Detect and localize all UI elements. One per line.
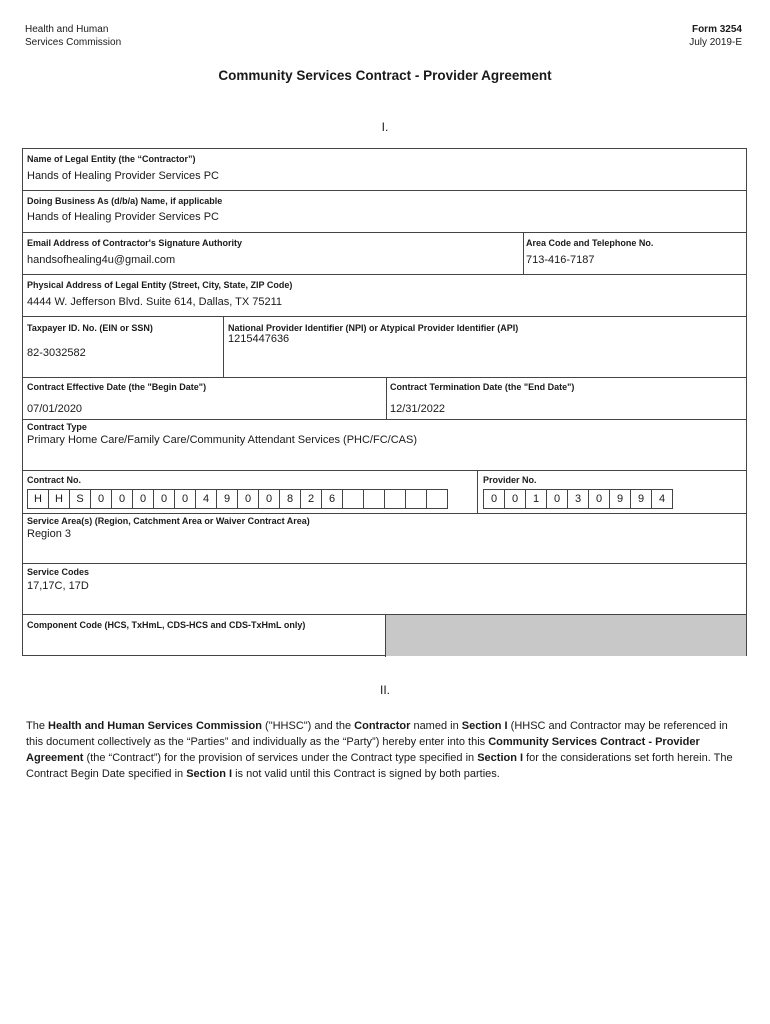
service-area-field[interactable]: Region 3 [27, 528, 72, 540]
begin-date-field[interactable]: 07/01/2020 [27, 403, 83, 415]
row-divider [23, 470, 746, 471]
contract-digit-cell[interactable]: 0 [153, 489, 175, 509]
agreement-text: The [26, 720, 49, 732]
service-area-label: Service Area(s) (Region, Catchment Area or Waiver Contract Area) [27, 516, 310, 526]
contract-digit-cell[interactable]: 0 [111, 489, 133, 509]
contract-number-field[interactable] [27, 489, 448, 509]
contract-digit-cell[interactable]: 0 [132, 489, 154, 509]
column-divider [523, 232, 524, 274]
legal-entity-label: Name of Legal Entity (the “Contractor”) [27, 154, 196, 164]
agency-line-1: Health and Human [25, 24, 109, 35]
address-label: Physical Address of Legal Entity (Street, City, State, ZIP Code) [27, 280, 293, 290]
document-title: Community Services Contract - Provider Agreement [218, 68, 552, 83]
row-divider [23, 563, 746, 564]
begin-date-label: Contract Effective Date (the "Begin Date") [27, 382, 207, 392]
column-divider [386, 377, 387, 419]
column-divider [477, 470, 478, 513]
section-1-heading: I. [381, 120, 389, 134]
contract-digit-cell[interactable] [405, 489, 427, 509]
contract-digit-cell[interactable]: 0 [237, 489, 259, 509]
agreement-text: ("HHSC") and the [261, 720, 355, 732]
contract-digit-cell[interactable]: S [69, 489, 91, 509]
form-date: July 2019-E [689, 37, 742, 48]
component-code-shaded-field [386, 615, 746, 656]
agreement-text: (HHSC and Contractor may be referenced in this document collectively as the “Parties” and individually as the “Party”) hereby enter into this [26, 720, 728, 748]
provider-digit-cell[interactable]: 0 [504, 489, 526, 509]
contract-number-label: Contract No. [27, 475, 81, 485]
contract-digit-cell[interactable]: 2 [300, 489, 322, 509]
email-label: Email Address of Contractor's Signature Authority [27, 238, 243, 248]
agreement-bold-text: Community Services Contract - Provider Agreement [26, 736, 700, 764]
contract-digit-cell[interactable]: 6 [321, 489, 343, 509]
agreement-text: named in [410, 720, 462, 732]
row-divider [23, 513, 746, 514]
contract-digit-cell[interactable]: H [27, 489, 49, 509]
contract-digit-cell[interactable]: 0 [174, 489, 196, 509]
provider-digit-cell[interactable]: 9 [630, 489, 652, 509]
provider-digit-cell[interactable]: 0 [588, 489, 610, 509]
section-2-heading: II. [379, 683, 390, 697]
service-codes-field[interactable]: 17,17C, 17D [27, 580, 89, 592]
column-divider [223, 316, 224, 377]
agreement-bold-text: Section I [461, 720, 508, 732]
agreement-text: for the considerations set forth herein. The Contract Begin Date specified in [26, 752, 733, 780]
npi-label: National Provider Identifier (NPI) or Atypical Provider Identifier (API) [228, 323, 519, 333]
contract-digit-cell[interactable] [384, 489, 406, 509]
form-id [689, 23, 742, 49]
contract-digit-cell[interactable]: H [48, 489, 70, 509]
taxpayer-label: Taxpayer ID. No. (EIN or SSN) [27, 323, 153, 333]
provider-digit-cell[interactable]: 9 [609, 489, 631, 509]
row-divider [23, 377, 746, 378]
contract-form [22, 148, 747, 656]
agreement-bold-text: Section I [186, 768, 233, 780]
contract-digit-cell[interactable] [426, 489, 448, 509]
legal-entity-field[interactable]: Hands of Healing Provider Services PC [27, 170, 219, 182]
row-divider [23, 316, 746, 317]
form-number: Form 3254 [691, 24, 742, 35]
contract-digit-cell[interactable] [363, 489, 385, 509]
phone-field[interactable]: 713-416-7187 [526, 254, 595, 266]
row-divider [23, 232, 746, 233]
provider-digit-cell[interactable]: 0 [483, 489, 505, 509]
contract-digit-cell[interactable]: 8 [279, 489, 301, 509]
contract-digit-cell[interactable]: 0 [90, 489, 112, 509]
row-divider [23, 274, 746, 275]
provider-digit-cell[interactable]: 3 [567, 489, 589, 509]
agreement-bold-text: Section I [477, 752, 524, 764]
agency-line-2: Services Commission [25, 37, 122, 48]
agreement-text: (the “Contract”) for the provision of services under the Contract type specified in [83, 752, 478, 764]
taxpayer-field[interactable]: 82-3032582 [27, 347, 86, 359]
agreement-paragraph [26, 718, 744, 782]
agency-name [25, 23, 121, 49]
provider-digit-cell[interactable]: 4 [651, 489, 673, 509]
phone-label: Area Code and Telephone No. [526, 238, 654, 248]
agreement-bold-text: Health and Human Services Commission [48, 720, 262, 732]
provider-digit-cell[interactable]: 0 [546, 489, 568, 509]
dba-label: Doing Business As (d/b/a) Name, if applicable [27, 196, 223, 206]
provider-number-label: Provider No. [483, 475, 537, 485]
dba-field[interactable]: Hands of Healing Provider Services PC [27, 211, 219, 223]
contract-type-label: Contract Type [27, 422, 87, 432]
agreement-text: is not valid until this Contract is signed by both parties. [232, 768, 500, 780]
contract-digit-cell[interactable]: 4 [195, 489, 217, 509]
address-field[interactable]: 4444 W. Jefferson Blvd. Suite 614, Dallas, TX 75211 [27, 296, 282, 308]
agreement-bold-text: Contractor [354, 720, 411, 732]
contract-digit-cell[interactable]: 0 [258, 489, 280, 509]
email-field[interactable]: handsofhealing4u@gmail.com [27, 254, 176, 266]
end-date-field[interactable]: 12/31/2022 [390, 403, 446, 415]
row-divider [23, 419, 746, 420]
row-divider [23, 190, 746, 191]
component-code-label: Component Code (HCS, TxHmL, CDS-HCS and CDS-TxHmL only) [27, 620, 306, 630]
service-codes-label: Service Codes [27, 567, 90, 577]
contract-type-field[interactable]: Primary Home Care/Family Care/Community Attendant Services (PHC/FC/CAS) [27, 434, 417, 446]
provider-digit-cell[interactable]: 1 [525, 489, 547, 509]
contract-digit-cell[interactable] [342, 489, 364, 509]
end-date-label: Contract Termination Date (the "End Date") [390, 382, 575, 392]
contract-digit-cell[interactable]: 9 [216, 489, 238, 509]
npi-field[interactable]: 1215447636 [228, 333, 290, 345]
provider-number-field[interactable] [483, 489, 673, 509]
